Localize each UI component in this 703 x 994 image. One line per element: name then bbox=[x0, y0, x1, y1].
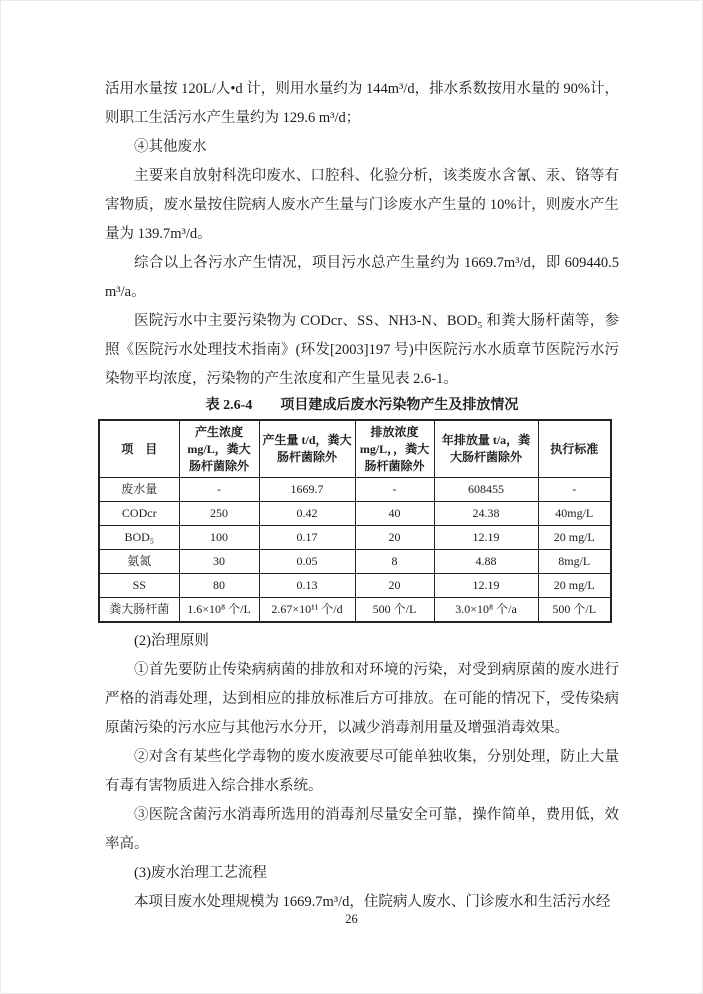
table-row-ss bbox=[99, 574, 611, 598]
paragraph-principle-1: ①首先要防止传染病病菌的排放和对环境的污染，对受到病原菌的废水进行严格的消毒处理，达到相应的排放标准后方可排放。在可能的情况下，受传染病原菌污染的污水应与其他污水分开，以减少消毒剂用量及增强消毒效果。 bbox=[105, 662, 619, 736]
table-row-wastewater-volume bbox=[99, 478, 611, 502]
paragraph-principle-2: ②对含有某些化学毒物的废水废液要尽可能单独收集，分别处理，防止大量有毒有害物质进入综合排水系统。 bbox=[105, 749, 619, 794]
cell: CODcr bbox=[99, 502, 179, 526]
cell: 氨氮 bbox=[99, 550, 179, 574]
paragraph-total-wastewater: 综合以上各污水产生情况，项目污水总产生量约为 1669.7m³/d，即 609440.5 m³/a。 bbox=[105, 255, 619, 300]
cell: 250 bbox=[179, 502, 259, 526]
table-row-bod5 bbox=[99, 526, 611, 550]
header-generation-concentration: 产生浓度 mg/L，粪大肠杆菌除外 bbox=[179, 420, 259, 478]
cell: BOD₅ bbox=[99, 526, 179, 550]
cell: - bbox=[538, 478, 611, 502]
cell: 3.0×10⁸ 个/a bbox=[434, 598, 538, 623]
cell: 24.38 bbox=[434, 502, 538, 526]
paragraph-principle-3: ③医院含菌污水消毒所选用的消毒剂尽量安全可靠，操作简单，费用低，效率高。 bbox=[105, 807, 619, 852]
cell: 20 bbox=[355, 574, 434, 598]
cell: 500 个/L bbox=[538, 598, 611, 623]
paragraph-main-pollutants: 医院污水中主要污染物为 CODcr、SS、NH3-N、BOD₅ 和粪大肠杆菌等，参照《医院污水处理技术指南》(环发[2003]197 号)中医院污水水质章节医院污水污染物平均浓度，污染物的产生浓度和产生量见表 2.6-1。 bbox=[105, 313, 619, 387]
cell: 4.88 bbox=[434, 550, 538, 574]
cell: 100 bbox=[179, 526, 259, 550]
table-caption-number: 表 2.6-4 bbox=[205, 398, 253, 413]
paragraph-treatment-principles-heading: (2)治理原则 bbox=[134, 633, 209, 649]
cell: 40mg/L bbox=[538, 502, 611, 526]
cell: 80 bbox=[179, 574, 259, 598]
cell: - bbox=[179, 478, 259, 502]
header-discharge-concentration: 排放浓度 mg/L，，粪大肠杆菌除外 bbox=[355, 420, 434, 478]
table-caption-title: 项目建成后废水污染物产生及排放情况 bbox=[280, 398, 519, 413]
cell: 500 个/L bbox=[355, 598, 434, 623]
paragraph-process-flow-heading: (3)废水治理工艺流程 bbox=[134, 865, 267, 881]
cell: 40 bbox=[355, 502, 434, 526]
cell: 20 bbox=[355, 526, 434, 550]
cell: 废水量 bbox=[99, 478, 179, 502]
table-caption bbox=[105, 394, 619, 418]
pollutant-emission-table bbox=[98, 419, 612, 623]
cell: 30 bbox=[179, 550, 259, 574]
paragraph-process-flow-detail: 本项目废水处理规模为 1669.7m³/d，住院病人废水、门诊废水和生活污水经 bbox=[134, 894, 611, 910]
cell: 0.17 bbox=[259, 526, 355, 550]
cell: SS bbox=[99, 574, 179, 598]
cell: 20 mg/L bbox=[538, 574, 611, 598]
cell: 8mg/L bbox=[538, 550, 611, 574]
cell: 2.67×10¹¹ 个/d bbox=[259, 598, 355, 623]
header-standard: 执行标准 bbox=[538, 420, 611, 478]
cell: 8 bbox=[355, 550, 434, 574]
table-row-ammonia bbox=[99, 550, 611, 574]
document-body bbox=[105, 75, 619, 917]
cell: 0.13 bbox=[259, 574, 355, 598]
table-row-codcr bbox=[99, 502, 611, 526]
cell: 1.6×10⁸ 个/L bbox=[179, 598, 259, 623]
cell: 0.05 bbox=[259, 550, 355, 574]
cell: 20 mg/L bbox=[538, 526, 611, 550]
page-number: 26 bbox=[345, 912, 358, 926]
header-item: 项 目 bbox=[99, 420, 179, 478]
paragraph-water-usage: 活用水量按 120L/人•d 计，则用水量约为 144m³/d，排水系数按用水量的 90%计，则职工生活污水产生量约为 129.6 m³/d； bbox=[105, 81, 619, 126]
table-row-fecal-coliform bbox=[99, 598, 611, 623]
table-header-row bbox=[99, 420, 611, 478]
cell: 12.19 bbox=[434, 526, 538, 550]
cell: 12.19 bbox=[434, 574, 538, 598]
paragraph-other-wastewater-heading: ④其他废水 bbox=[134, 139, 207, 155]
cell: 1669.7 bbox=[259, 478, 355, 502]
cell: 0.42 bbox=[259, 502, 355, 526]
cell: 608455 bbox=[434, 478, 538, 502]
cell: 粪大肠杆菌 bbox=[99, 598, 179, 623]
header-annual-discharge: 年排放量 t/a，粪大肠杆菌除外 bbox=[434, 420, 538, 478]
paragraph-other-wastewater-detail: 主要来自放射科洗印废水、口腔科、化验分析，该类废水含氰、汞、铬等有害物质，废水量按住院病人废水产生量与门诊废水产生量的 10%计，则废水产生量为 139.7m³/d。 bbox=[105, 168, 619, 242]
cell: - bbox=[355, 478, 434, 502]
header-generation-amount: 产生量 t/d，粪大肠杆菌除外 bbox=[259, 420, 355, 478]
